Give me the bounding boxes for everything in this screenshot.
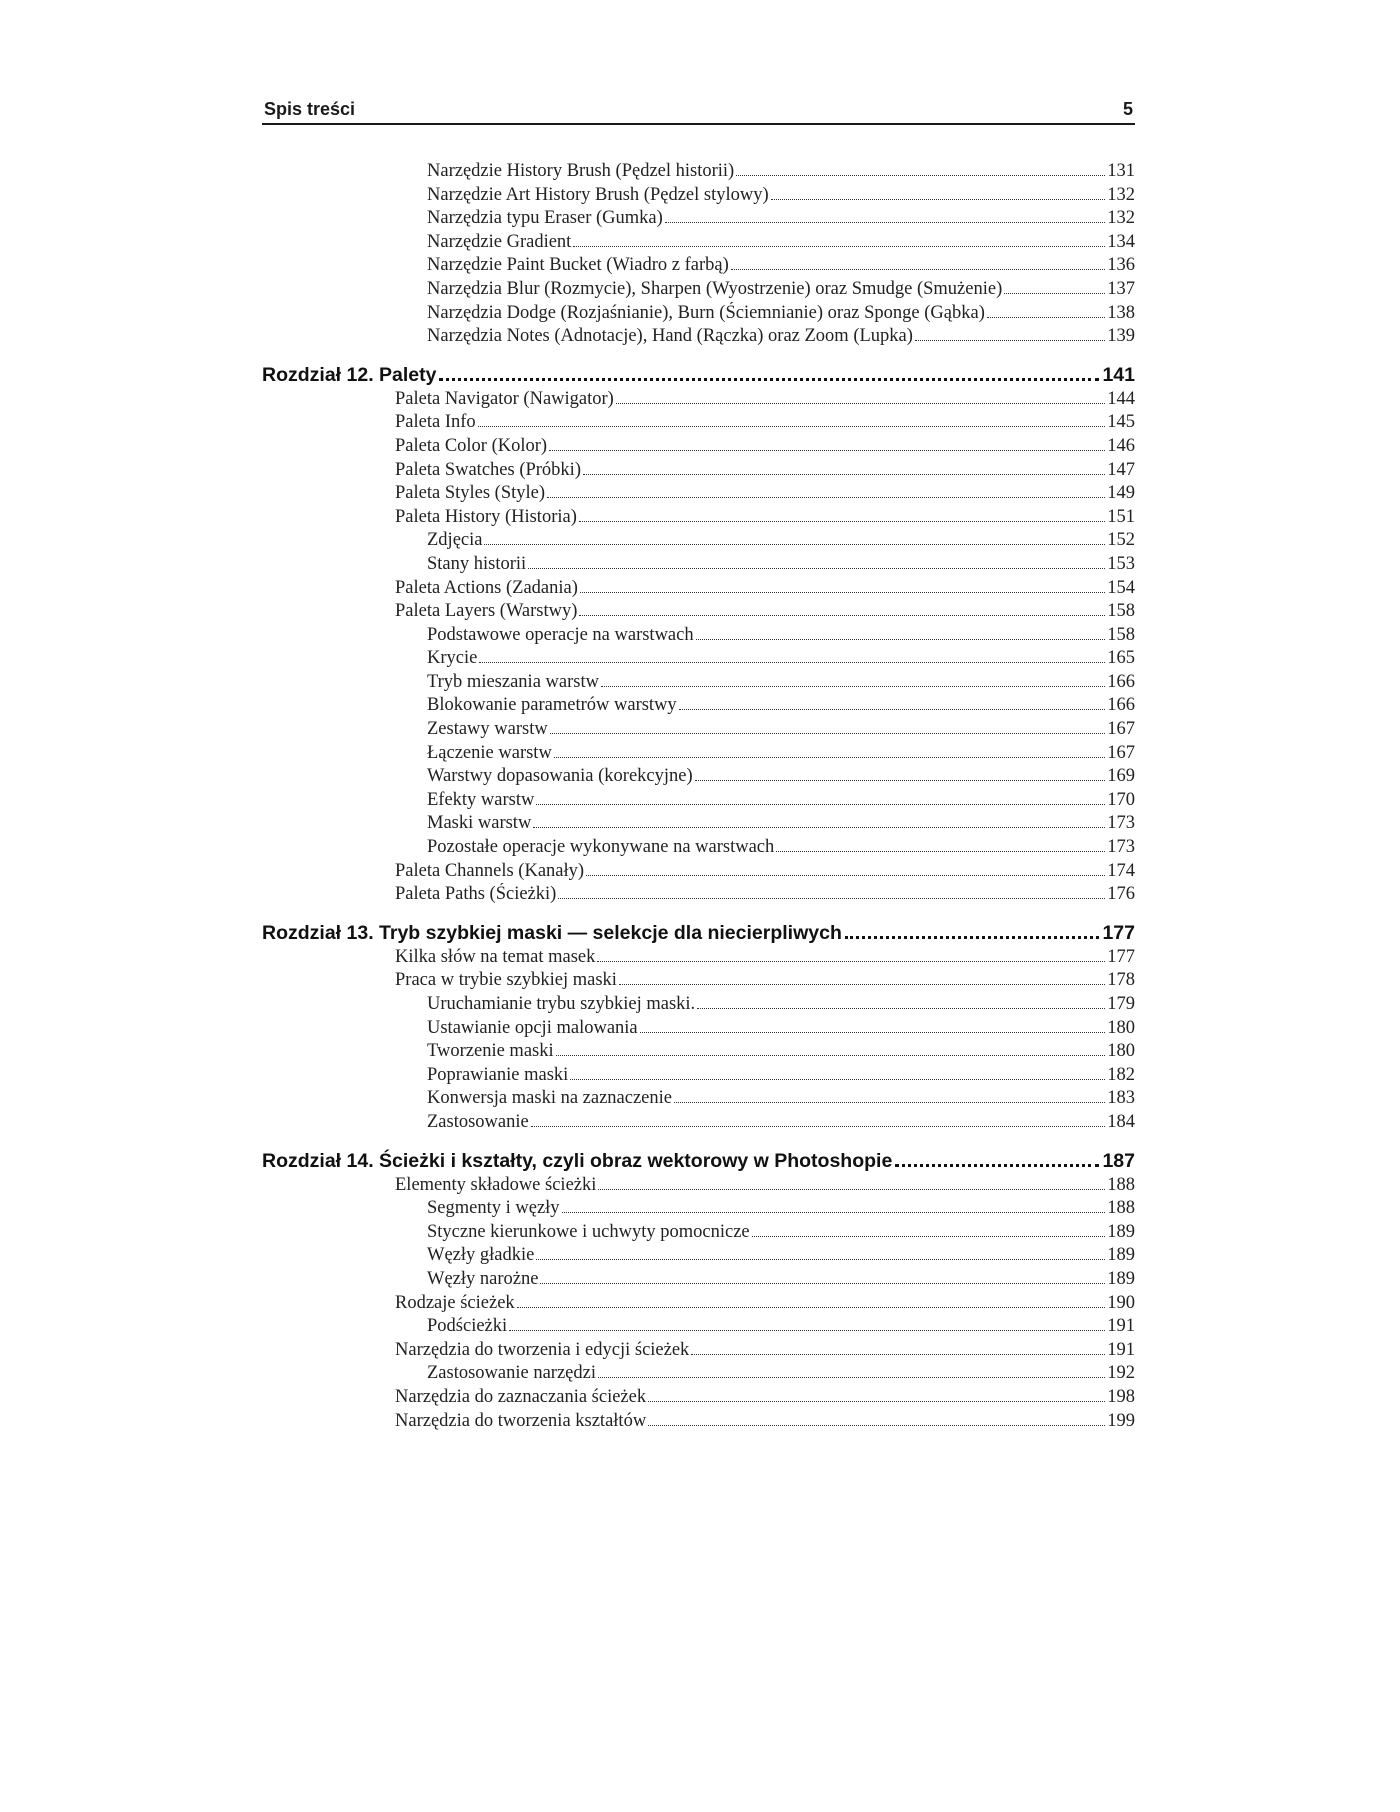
- toc-entry-page: 199: [1107, 1410, 1135, 1431]
- toc-entry-page: 145: [1107, 412, 1135, 433]
- toc-entry: [262, 325, 1135, 349]
- toc-entry-page: 138: [1107, 302, 1135, 323]
- toc-entry-title: Pozostałe operacje wykonywane na warstwach: [427, 837, 775, 858]
- header-page-number: 5: [1122, 99, 1133, 119]
- toc-entry: [262, 1040, 1135, 1064]
- toc-entry: [262, 836, 1135, 860]
- dot-leader: [570, 1078, 1105, 1080]
- dot-leader: [580, 591, 1105, 593]
- toc-entry: [262, 1174, 1135, 1198]
- dot-leader: [845, 935, 1100, 939]
- dot-leader: [549, 449, 1105, 451]
- toc-entry-page: 179: [1107, 994, 1135, 1014]
- toc-chapter-heading: [262, 1148, 1135, 1174]
- toc-entry: [262, 647, 1135, 671]
- dot-leader: [731, 268, 1105, 270]
- toc-entry-page: 169: [1107, 766, 1135, 787]
- toc-entry: [262, 718, 1135, 742]
- toc-entry: [262, 789, 1135, 813]
- toc-entry-page: 192: [1107, 1363, 1135, 1384]
- toc-entry-page: 190: [1107, 1292, 1135, 1313]
- toc-entry: [262, 1244, 1135, 1268]
- toc-entry-page: 189: [1107, 1245, 1135, 1266]
- dot-leader: [479, 661, 1105, 663]
- toc-entry-title: Tryb mieszania warstw: [427, 671, 599, 692]
- dot-leader: [752, 1235, 1106, 1237]
- dot-leader: [771, 198, 1106, 200]
- toc-entry: [262, 671, 1135, 695]
- dot-leader: [556, 1054, 1106, 1056]
- dot-leader: [601, 685, 1105, 687]
- toc-entry-page: 132: [1107, 184, 1135, 205]
- dot-leader: [616, 402, 1105, 404]
- toc-entry: [262, 765, 1135, 789]
- toc-entry: [262, 1339, 1135, 1363]
- dot-leader: [531, 1125, 1106, 1127]
- toc-entry-page: 188: [1107, 1174, 1135, 1195]
- toc-entry: [262, 1064, 1135, 1088]
- toc-entry: [262, 969, 1135, 993]
- toc-entry-page: 183: [1107, 1088, 1135, 1109]
- toc-entry-page: 139: [1107, 326, 1135, 347]
- toc-entry-title: Kilka słów na temat masek: [395, 946, 596, 967]
- toc-entry-page: 131: [1107, 161, 1135, 181]
- toc-entry: [262, 1410, 1135, 1434]
- toc-entry-title: Krycie: [427, 648, 478, 669]
- toc-entry: [262, 1221, 1135, 1245]
- toc-entry-title: Paleta Actions (Zadania): [395, 577, 578, 598]
- dot-leader: [665, 221, 1105, 223]
- toc-entry-page: 165: [1107, 648, 1135, 669]
- dot-leader: [696, 638, 1106, 640]
- dot-leader: [691, 1353, 1105, 1355]
- toc-entry-page: 136: [1107, 255, 1135, 276]
- toc-entry-title: Warstwy dopasowania (korekcyjne): [427, 766, 693, 787]
- dot-leader: [987, 316, 1105, 318]
- toc-entry-page: 178: [1107, 970, 1135, 991]
- toc-entry-title: Paleta Channels (Kanały): [395, 860, 585, 881]
- toc-entry-page: 170: [1107, 789, 1135, 810]
- toc-entry-title: Stany historii: [427, 553, 527, 574]
- toc-entry-title: Narzędzia do zaznaczania ścieżek: [395, 1386, 647, 1407]
- toc-entry-title: Uruchamianie trybu szybkiej maski.: [427, 994, 696, 1014]
- toc-entry-title: Narzędzia do tworzenia kształtów: [395, 1410, 647, 1431]
- toc-entry-page: 184: [1107, 1111, 1135, 1132]
- toc-entry-title: Poprawianie maski: [427, 1064, 569, 1085]
- toc-entry: [262, 529, 1135, 553]
- toc-entry: [262, 624, 1135, 648]
- dot-leader: [550, 732, 1106, 734]
- toc-entry-page: 189: [1107, 1221, 1135, 1242]
- toc-entry-title: Paleta Styles (Style): [395, 483, 546, 504]
- dot-leader: [648, 1424, 1105, 1426]
- toc-entry: [262, 506, 1135, 530]
- toc-entry-title: Paleta Navigator (Nawigator): [395, 388, 614, 409]
- dot-leader: [776, 850, 1105, 852]
- toc-entry-page: 191: [1107, 1339, 1135, 1360]
- toc-entry-page: 191: [1107, 1316, 1135, 1337]
- dot-leader: [573, 245, 1105, 247]
- toc-entry-title: Paleta Color (Kolor): [395, 435, 548, 456]
- toc-entry-title: Konwersja maski na zaznaczenie: [427, 1088, 672, 1109]
- toc-entry-page: 173: [1107, 837, 1135, 858]
- toc-entry-title: Zdjęcia: [427, 530, 483, 551]
- dot-leader: [598, 1188, 1105, 1190]
- dot-leader: [648, 1400, 1105, 1402]
- dot-leader: [478, 425, 1106, 427]
- dot-leader: [540, 1282, 1105, 1284]
- dot-leader: [558, 897, 1105, 899]
- dot-leader: [915, 339, 1105, 341]
- toc-entry: [262, 231, 1135, 255]
- toc-entry-page: 144: [1107, 388, 1135, 409]
- toc-entry-page: 154: [1107, 577, 1135, 598]
- toc-entry-title: Narzędzia Blur (Rozmycie), Sharpen (Wyostrzenie) oraz Smudge (Smużenie): [427, 278, 1003, 299]
- toc-entry-page: 167: [1107, 719, 1135, 740]
- toc-entry: [262, 411, 1135, 435]
- toc-entry-page: 141: [1102, 363, 1135, 386]
- toc-entry: [262, 482, 1135, 506]
- toc-entry-title: Narzędzie History Brush (Pędzel historii): [427, 161, 735, 181]
- toc-entry: [262, 254, 1135, 278]
- toc-entry: [262, 1386, 1135, 1410]
- toc-entry-title: Narzędzie Art History Brush (Pędzel stylowy): [427, 184, 769, 205]
- running-header: [262, 97, 1135, 125]
- toc-entry-title: Zestawy warstw: [427, 719, 548, 740]
- table-of-contents: [262, 160, 1135, 1433]
- toc-entry-title: Narzędzia typu Eraser (Gumka): [427, 208, 663, 229]
- toc-entry-page: 188: [1107, 1198, 1135, 1219]
- toc-entry: [262, 812, 1135, 836]
- toc-entry: [262, 435, 1135, 459]
- toc-entry: [262, 1268, 1135, 1292]
- toc-entry-title: Styczne kierunkowe i uchwyty pomocnicze: [427, 1221, 750, 1242]
- toc-entry-title: Rozdział 12. Palety: [262, 363, 437, 386]
- toc-entry-page: 153: [1107, 553, 1135, 574]
- toc-entry-title: Maski warstw: [427, 813, 532, 834]
- toc-entry-title: Zastosowanie: [427, 1111, 529, 1132]
- toc-entry-page: 177: [1102, 921, 1135, 944]
- dot-leader: [509, 1329, 1105, 1331]
- toc-entry: [262, 459, 1135, 483]
- toc-entry-title: Rozdział 14. Ścieżki i kształty, czyli obraz wektorowy w Photoshopie: [262, 1149, 893, 1172]
- dot-leader: [679, 708, 1106, 710]
- toc-entry: [262, 207, 1135, 231]
- dot-leader: [895, 1163, 1099, 1167]
- toc-entry: [262, 1315, 1135, 1339]
- toc-entry: [262, 553, 1135, 577]
- toc-entry: [262, 1362, 1135, 1386]
- dot-leader: [536, 803, 1105, 805]
- dot-leader: [695, 779, 1106, 781]
- toc-entry-title: Ustawianie opcji malowania: [427, 1017, 638, 1038]
- toc-entry-title: Węzły narożne: [427, 1268, 539, 1289]
- dot-leader: [598, 1376, 1105, 1378]
- dot-leader: [533, 826, 1105, 828]
- toc-entry-title: Podścieżki: [427, 1316, 508, 1337]
- toc-entry: [262, 1197, 1135, 1221]
- toc-entry: [262, 388, 1135, 412]
- dot-leader: [562, 1211, 1106, 1213]
- toc-entry-page: 167: [1107, 742, 1135, 763]
- toc-entry: [262, 1087, 1135, 1111]
- toc-entry: [262, 577, 1135, 601]
- toc-entry: [262, 278, 1135, 302]
- toc-entry-title: Łączenie warstw: [427, 742, 552, 763]
- toc-entry-page: 147: [1107, 459, 1135, 480]
- toc-entry: [262, 993, 1135, 1017]
- toc-entry-title: Rozdział 13. Tryb szybkiej maski — selekcje dla niecierpliwych: [262, 921, 842, 944]
- header-title: Spis treści: [264, 99, 356, 119]
- dot-leader: [674, 1101, 1105, 1103]
- toc-entry-page: 151: [1107, 506, 1135, 527]
- dot-leader: [640, 1031, 1106, 1033]
- dot-leader: [517, 1306, 1106, 1308]
- toc-entry: [262, 742, 1135, 766]
- dot-leader: [547, 496, 1105, 498]
- dot-leader: [439, 377, 1099, 381]
- toc-entry: [262, 860, 1135, 884]
- dot-leader: [579, 520, 1105, 522]
- toc-entry-title: Segmenty i węzły: [427, 1198, 560, 1219]
- toc-entry-page: 173: [1107, 813, 1135, 834]
- toc-entry-page: 146: [1107, 435, 1135, 456]
- toc-entry-page: 182: [1107, 1064, 1135, 1085]
- toc-entry-title: Praca w trybie szybkiej maski: [395, 970, 617, 991]
- dot-leader: [697, 1007, 1105, 1009]
- toc-entry-title: Podstawowe operacje na warstwach: [427, 624, 694, 645]
- toc-entry-title: Rodzaje ścieżek: [395, 1292, 515, 1313]
- toc-entry-title: Narzędzia Notes (Adnotacje), Hand (Rączka) oraz Zoom (Lupka): [427, 326, 913, 347]
- toc-entry-page: 166: [1107, 695, 1135, 716]
- toc-entry-page: 137: [1107, 278, 1135, 299]
- toc-entry: [262, 1292, 1135, 1316]
- dot-leader: [586, 874, 1105, 876]
- toc-entry: [262, 302, 1135, 326]
- toc-entry-page: 149: [1107, 483, 1135, 504]
- toc-entry-title: Paleta History (Historia): [395, 506, 577, 527]
- toc-entry-page: 180: [1107, 1041, 1135, 1062]
- dot-leader: [583, 473, 1105, 475]
- toc-entry-page: 180: [1107, 1017, 1135, 1038]
- dot-leader: [579, 614, 1105, 616]
- toc-entry-page: 158: [1107, 601, 1135, 622]
- dot-leader: [1004, 292, 1105, 294]
- toc-entry-page: 166: [1107, 671, 1135, 692]
- toc-entry-title: Efekty warstw: [427, 789, 535, 810]
- toc-entry-title: Tworzenie maski: [427, 1041, 554, 1062]
- toc-entry-title: Węzły gładkie: [427, 1245, 535, 1266]
- toc-entry-page: 152: [1107, 530, 1135, 551]
- toc-entry: [262, 1017, 1135, 1041]
- toc-entry-page: 176: [1107, 884, 1135, 905]
- dot-leader: [597, 960, 1105, 962]
- dot-leader: [484, 543, 1105, 545]
- dot-leader: [736, 174, 1105, 176]
- dot-leader: [536, 1258, 1105, 1260]
- toc-entry-page: 158: [1107, 624, 1135, 645]
- toc-entry-page: 187: [1102, 1149, 1135, 1172]
- toc-entry: [262, 600, 1135, 624]
- toc-chapter-heading: [262, 362, 1135, 388]
- toc-entry-title: Paleta Info: [395, 412, 476, 433]
- toc-entry: [262, 883, 1135, 907]
- toc-entry-page: 198: [1107, 1386, 1135, 1407]
- toc-entry-title: Narzędzia do tworzenia i edycji ścieżek: [395, 1339, 690, 1360]
- toc-entry-title: Narzędzia Dodge (Rozjaśnianie), Burn (Ściemnianie) oraz Sponge (Gąbka): [427, 302, 985, 323]
- toc-entry-title: Blokowanie parametrów warstwy: [427, 695, 677, 716]
- toc-entry-page: 189: [1107, 1268, 1135, 1289]
- toc-entry: [262, 946, 1135, 970]
- toc-chapter-heading: [262, 920, 1135, 946]
- dot-leader: [554, 756, 1105, 758]
- toc-entry-title: Paleta Swatches (Próbki): [395, 459, 581, 480]
- toc-entry-title: Narzędzie Paint Bucket (Wiadro z farbą): [427, 255, 729, 276]
- toc-entry: [262, 184, 1135, 208]
- toc-entry: [262, 1111, 1135, 1135]
- toc-entry: [262, 160, 1135, 184]
- toc-entry-page: 132: [1107, 208, 1135, 229]
- toc-entry: [262, 694, 1135, 718]
- toc-entry-title: Narzędzie Gradient: [427, 231, 572, 252]
- dot-leader: [528, 567, 1105, 569]
- toc-entry-title: Zastosowanie narzędzi: [427, 1363, 596, 1384]
- dot-leader: [619, 983, 1105, 985]
- toc-entry-title: Elementy składowe ścieżki: [395, 1174, 597, 1195]
- toc-entry-title: Paleta Paths (Ścieżki): [395, 884, 557, 905]
- toc-entry-title: Paleta Layers (Warstwy): [395, 601, 578, 622]
- toc-entry-page: 174: [1107, 860, 1135, 881]
- toc-entry-page: 134: [1107, 231, 1135, 252]
- toc-entry-page: 177: [1107, 946, 1135, 967]
